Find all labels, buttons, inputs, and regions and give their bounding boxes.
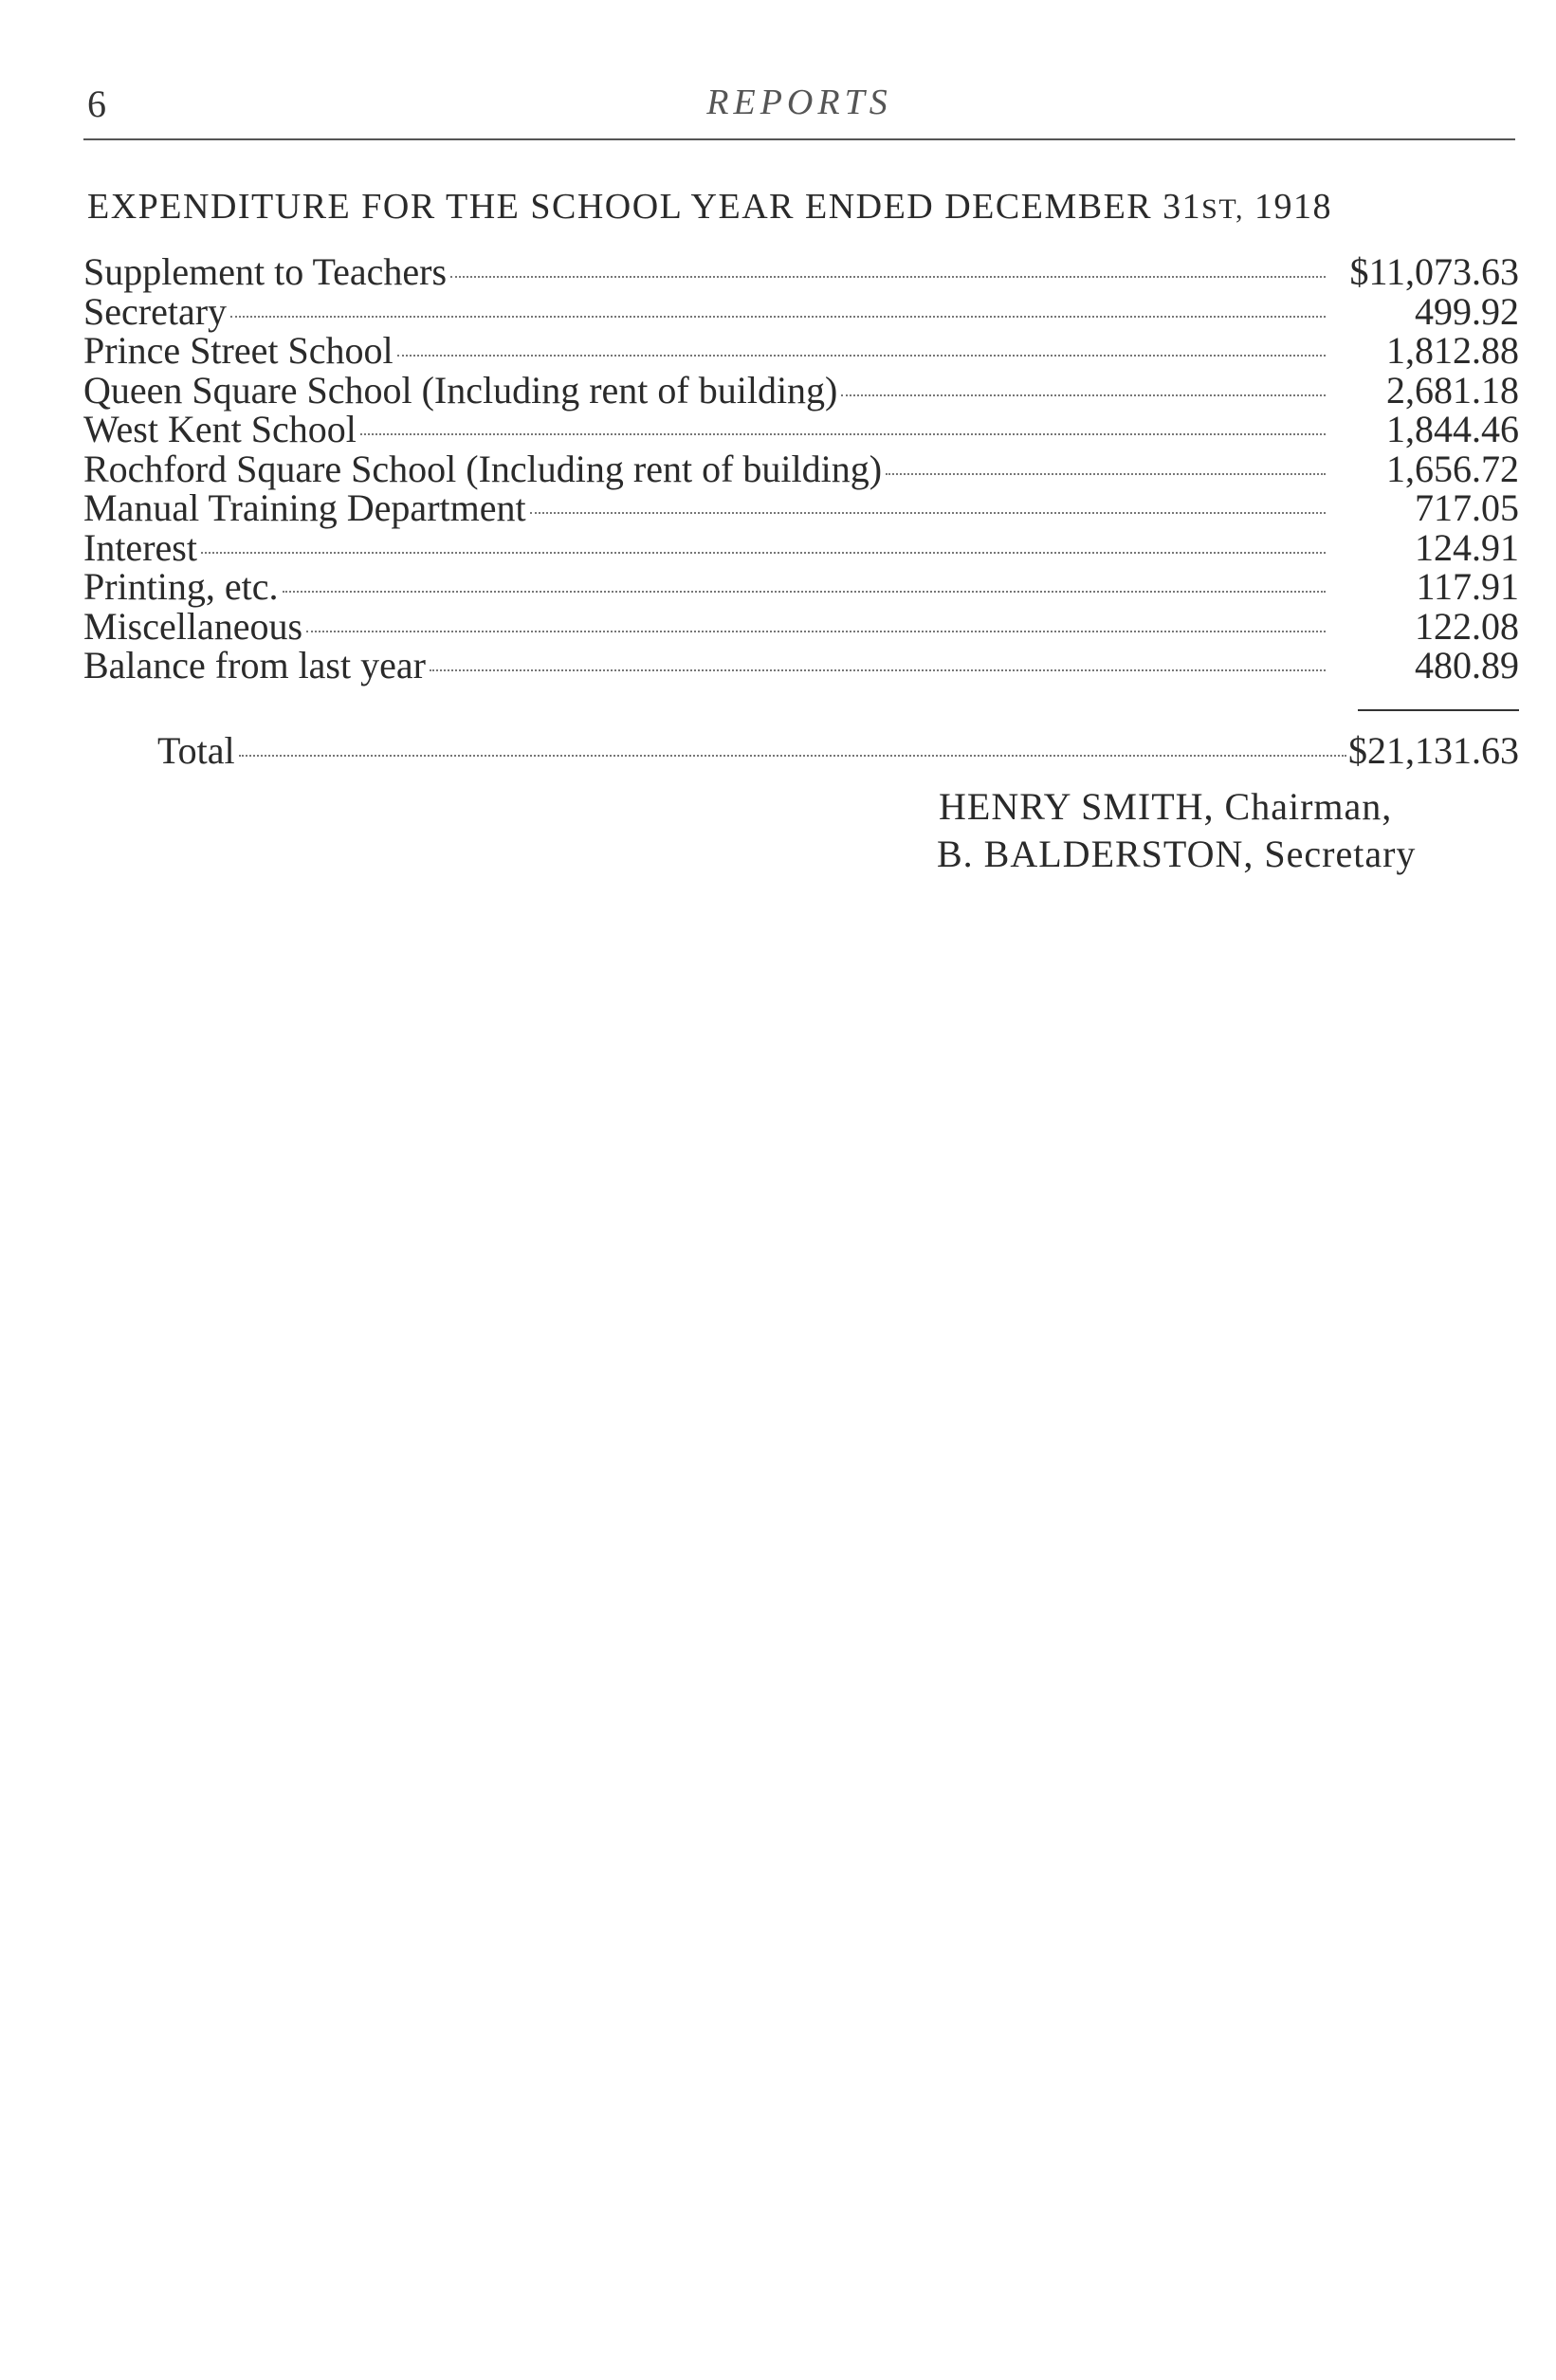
expenditure-row	[83, 368, 1519, 412]
expenditure-label: Rochford Square School (Including rent of building)	[83, 447, 883, 490]
page-number: 6	[87, 82, 106, 125]
dot-leader	[201, 552, 1326, 554]
expenditure-amount: 1,844.46	[1386, 408, 1519, 450]
section-heading	[87, 186, 1529, 228]
heading-text: EXPENDITURE FOR THE SCHOOL YEAR ENDED DECEMBER 31	[87, 187, 1202, 227]
expenditure-label: Printing, etc.	[83, 565, 279, 608]
heading-year: 1918	[1254, 187, 1332, 227]
expenditure-list	[83, 252, 1519, 686]
expenditure-amount: 1,656.72	[1386, 447, 1519, 490]
running-title: REPORTS	[706, 82, 892, 122]
running-head	[83, 82, 1515, 140]
expenditure-label: Supplement to Teachers	[83, 250, 448, 293]
expenditure-amount: 117.91	[1416, 565, 1519, 608]
total-row	[157, 730, 1519, 772]
sum-rule	[1358, 709, 1519, 711]
expenditure-label: Balance from last year	[83, 644, 426, 687]
dot-leader	[283, 591, 1326, 593]
expenditure-row	[83, 604, 1519, 648]
dot-leader	[841, 394, 1326, 396]
expenditure-row	[83, 252, 1519, 292]
expenditure-row	[83, 525, 1519, 569]
dot-leader	[230, 316, 1326, 318]
dot-leader	[430, 669, 1326, 671]
expenditure-label: Manual Training Department	[83, 486, 526, 529]
dot-leader	[306, 631, 1326, 632]
chairman-signature: HENRY SMITH, Chairman,	[939, 785, 1393, 828]
expenditure-amount: 2,681.18	[1386, 368, 1519, 412]
secretary-signature: B. BALDERSTON, Secretary	[937, 833, 1417, 875]
dot-leader	[360, 433, 1326, 435]
expenditure-amount: 499.92	[1415, 289, 1519, 333]
expenditure-row	[83, 410, 1519, 449]
expenditure-label: West Kent School	[83, 408, 357, 450]
expenditure-amount: 480.89	[1415, 644, 1519, 687]
expenditure-amount: 1,812.88	[1386, 329, 1519, 372]
expenditure-amount: 717.05	[1415, 486, 1519, 529]
heading-ordinal-suffix: ST,	[1201, 193, 1244, 225]
dot-leader	[239, 755, 1346, 757]
expenditure-row	[83, 449, 1519, 489]
total-label: Total	[157, 729, 235, 772]
expenditure-row	[83, 567, 1519, 607]
expenditure-row	[83, 331, 1519, 371]
total-amount: $21,131.63	[1348, 729, 1519, 772]
expenditure-amount: $11,073.63	[1349, 250, 1519, 293]
dot-leader	[530, 512, 1326, 514]
dot-leader	[886, 473, 1326, 475]
dot-leader	[397, 355, 1326, 357]
expenditure-label: Queen Square School (Including rent of building)	[83, 368, 838, 412]
expenditure-amount: 122.08	[1415, 604, 1519, 648]
expenditure-row	[83, 646, 1519, 686]
expenditure-label: Interest	[83, 525, 197, 569]
expenditure-row	[83, 488, 1519, 528]
expenditure-label: Secretary	[83, 289, 228, 333]
expenditure-row	[83, 289, 1519, 333]
signature-block	[939, 783, 1527, 878]
expenditure-label: Prince Street School	[83, 329, 394, 372]
dot-leader	[450, 276, 1326, 278]
expenditure-amount: 124.91	[1415, 525, 1519, 569]
expenditure-label: Miscellaneous	[83, 604, 303, 648]
